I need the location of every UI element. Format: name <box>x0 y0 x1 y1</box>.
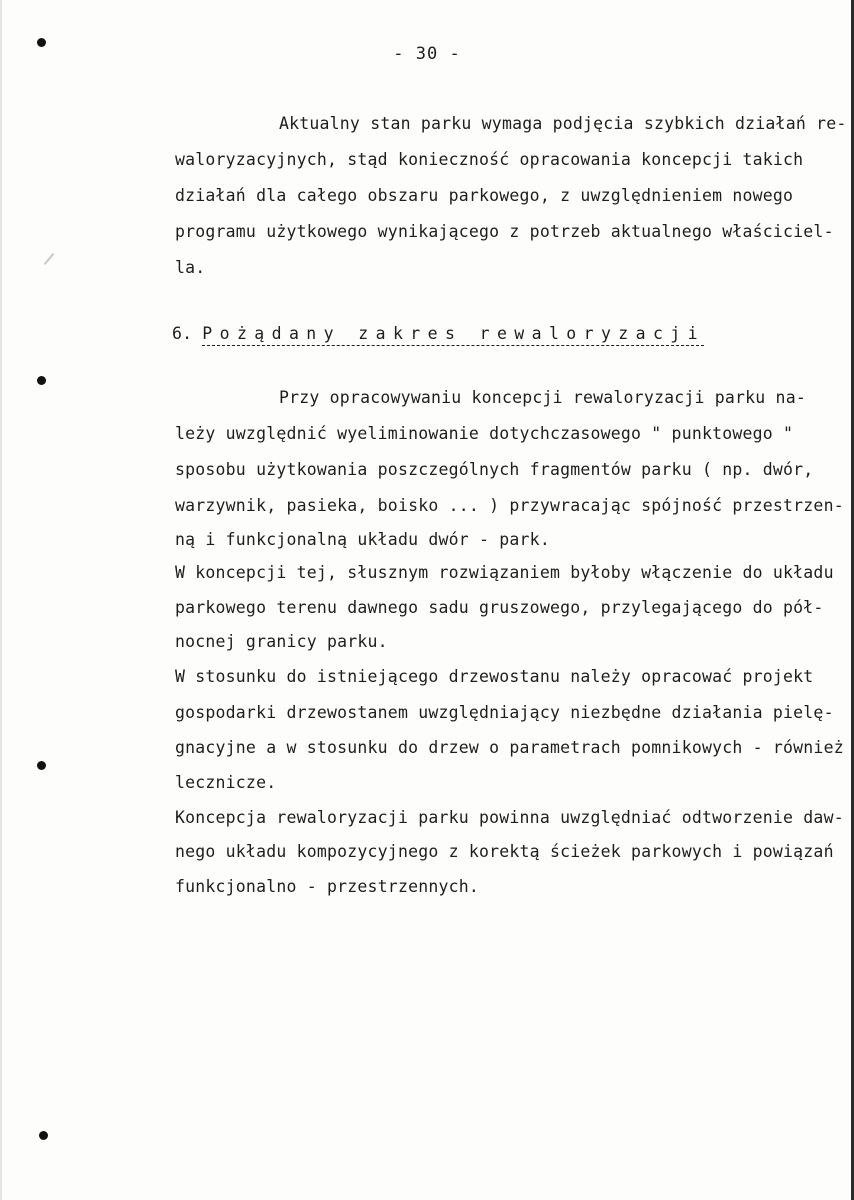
pencil-mark <box>44 253 55 265</box>
page-number: - 30 - <box>393 44 461 64</box>
text-line: la. <box>175 258 206 277</box>
text-line: warzywnik, pasieka, boisko ... ) przywracając spójność przestrzen- <box>175 496 844 515</box>
text-line: funkcjonalno - przestrzennych. <box>175 877 480 896</box>
text-line: gospodarki drzewostanem uwzględniający niezbędne działania pielę- <box>175 703 834 722</box>
text-line: sposobu użytkowania poszczególnych fragmentów parku ( np. dwór, <box>175 460 814 479</box>
page-left-edge <box>0 0 2 1200</box>
text-line: ną i funkcjonalną układu dwór - park. <box>175 530 550 549</box>
binder-hole-mark <box>39 1131 48 1140</box>
text-line: W stosunku do istniejącego drzewostanu należy opracować projekt <box>175 667 814 686</box>
text-line: parkowego terenu dawnego sadu gruszowego, przylegającego do pół- <box>175 598 824 617</box>
text-line: programu użytkowego wynikającego z potrzeb aktualnego właściciel- <box>175 222 834 241</box>
text-line: leży uwzględnić wyeliminowanie dotychczasowego " punktowego " <box>175 424 794 443</box>
text-line: Koncepcja rewaloryzacji parku powinna uwzględniać odtworzenie daw- <box>175 808 844 827</box>
text-line: Przy opracowywaniu koncepcji rewaloryzacji parku na- <box>279 388 806 407</box>
section-number: 6. <box>172 324 193 343</box>
text-line: gnacyjne a w stosunku do drzew o parametrach pomnikowych - również <box>175 738 844 757</box>
text-line: nocnej granicy parku. <box>175 632 388 651</box>
text-line: Aktualny stan parku wymaga podjęcia szybkich działań re- <box>279 114 847 133</box>
text-line: nego układu kompozycyjnego z korektą ścieżek parkowych i powiązań <box>175 842 834 861</box>
section-heading <box>172 324 705 343</box>
section-title: Pożądany zakres rewaloryzacji <box>202 324 705 343</box>
text-line: lecznicze. <box>175 773 277 792</box>
binder-hole-mark <box>37 376 46 385</box>
binder-hole-mark <box>37 761 46 770</box>
text-line: W koncepcji tej, słusznym rozwiązaniem byłoby włączenie do układu <box>175 563 834 582</box>
text-line: działań dla całego obszaru parkowego, z uwzględnieniem nowego <box>175 186 794 205</box>
text-line: waloryzacyjnych, stąd konieczność opracowania koncepcji takich <box>175 150 804 169</box>
